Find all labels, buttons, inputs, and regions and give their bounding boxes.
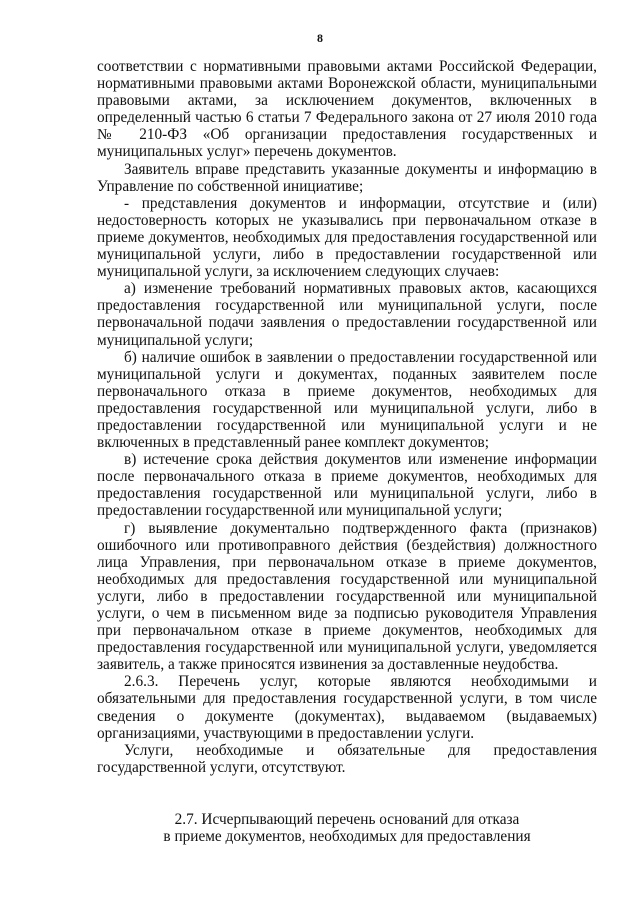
paragraph-dash-item: - представления документов и информации, отсутствие и (или) недостоверность которых не указывались при первоначальном отказе в приеме документов, необходимых для предоставления государственной или муниципальной услуги, либо в предоставлении государственной или муниципальной услуги, за исключением следующих случаев:	[97, 194, 597, 281]
document-body	[97, 58, 597, 776]
paragraph-continuation: соответствии с нормативными правовыми актами Российской Федерации, нормативными правовыми актами Воронежской области, муниципальными правовыми актами, за исключением документов, включенных в определенный частью 6 статьи 7 Федерального закона от 27 июля 2010 года № 210-ФЗ «Об организации предоставления государственных и муниципальных услуг» перечень документов.	[97, 58, 597, 161]
paragraph-case-v: в) истечение срока действия документов или изменение информации после первоначального отказа в приеме документов, необходимых для предоставления государственной или муниципальной услуги, либо в предоставлении государственной или муниципальной услуги;	[97, 451, 597, 520]
heading-line-1: 2.7. Исчерпывающий перечень оснований для отказа	[174, 811, 520, 828]
paragraph-case-g: г) выявление документально подтвержденного факта (признаков) ошибочного или противоправного действия (бездействия) должностного лица Управления, при первоначальном отказе в приеме документов, необходимых для предоставления государственной или муниципальной услуги, либо в предоставлении государственной или муниципальной услуги, о чем в письменном виде за подписью руководителя Управления при первоначальном отказе в приеме документов, необходимых для предоставления государственной или муниципальной услуги, уведомляется заявитель, а также приносятся извинения за доставленные неудобства.	[97, 519, 597, 674]
page-number: 8	[317, 31, 323, 45]
section-heading-2-7	[97, 811, 597, 846]
paragraph-services-absent: Услуги, необходимые и обязательные для предоставления государственной услуги, отсутствуют.	[97, 741, 597, 776]
paragraph-case-b: б) наличие ошибок в заявлении о предоставлении государственной или муниципальной услуги и документах, поданных заявителем после первоначального отказа в приеме документов, необходимых для предоставления государственной или муниципальной услуги, либо в предоставлении государственной или муниципальной услуги и не включенных в представленный ранее комплект документов;	[97, 348, 597, 452]
paragraph-case-a: а) изменение требований нормативных правовых актов, касающихся предоставления государственной или муниципальной услуги, после первоначальной подачи заявления о предоставлении государственной или муниципальной услуги;	[97, 280, 597, 349]
paragraph-section-2-6-3: 2.6.3. Перечень услуг, которые являются необходимыми и обязательными для предоставления государственной услуги, в том числе сведения о документе (документах), выдаваемом (выдаваемых) организациями, участвующими в предоставлении услуги.	[97, 673, 597, 742]
paragraph-applicant-right: Заявитель вправе представить указанные документы и информацию в Управление по собственной инициативе;	[97, 160, 597, 195]
heading-line-2: в приеме документов, необходимых для предоставления	[163, 828, 531, 846]
